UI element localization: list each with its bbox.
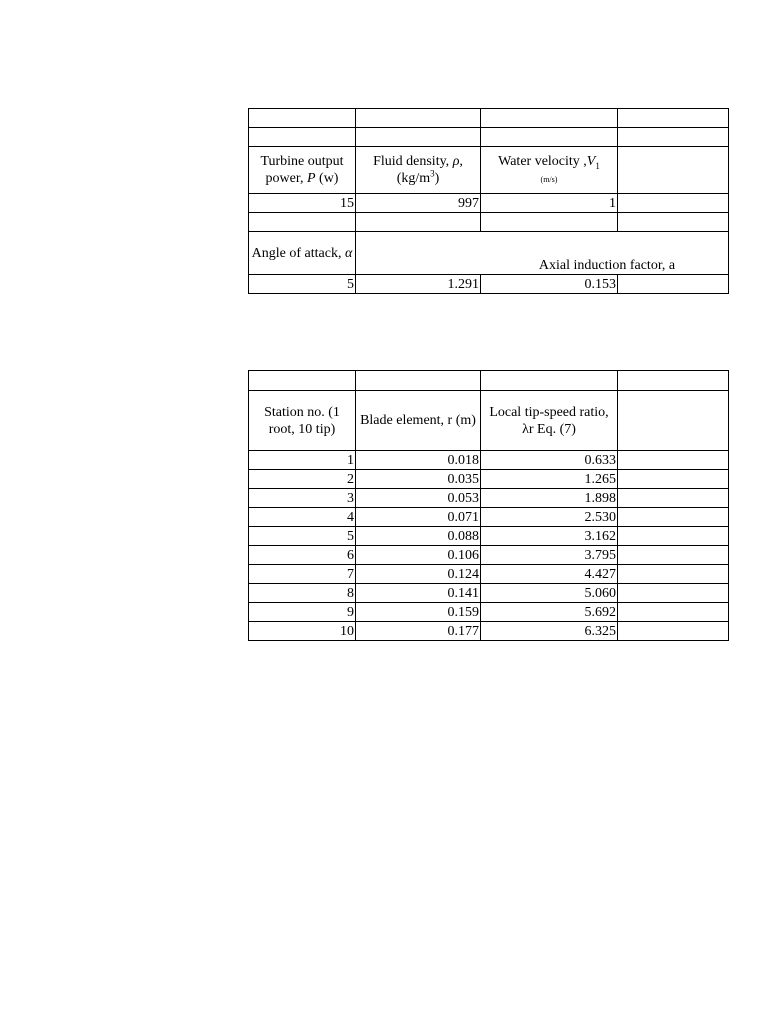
empty-cell[interactable] — [249, 213, 356, 232]
blade-element-cell[interactable]: 0.018 — [356, 451, 481, 470]
empty-cell[interactable] — [618, 213, 729, 232]
blade-elements-rows — [249, 451, 729, 641]
empty-cell[interactable] — [618, 489, 729, 508]
parameters-table — [248, 108, 729, 294]
tip-speed-ratio-cell[interactable]: 0.633 — [481, 451, 618, 470]
empty-cell[interactable] — [249, 371, 356, 391]
tip-speed-ratio-cell[interactable]: 4.427 — [481, 565, 618, 584]
station-cell[interactable]: 8 — [249, 584, 356, 603]
table-row — [249, 470, 729, 489]
blade-element-cell[interactable]: 0.088 — [356, 527, 481, 546]
empty-cell[interactable] — [618, 128, 729, 147]
table-row — [249, 565, 729, 584]
tip-speed-ratio-cell[interactable]: 5.060 — [481, 584, 618, 603]
blade-element-cell[interactable]: 0.159 — [356, 603, 481, 622]
empty-cell[interactable] — [618, 565, 729, 584]
blade-element-cell[interactable]: 0.106 — [356, 546, 481, 565]
header-station-no[interactable]: Station no. (1 root, 10 tip) — [249, 391, 356, 451]
station-cell[interactable]: 4 — [249, 508, 356, 527]
blade-element-cell[interactable]: 0.035 — [356, 470, 481, 489]
value-col3[interactable]: 0.153 — [481, 275, 618, 294]
empty-cell[interactable] — [249, 128, 356, 147]
empty-cell[interactable] — [356, 213, 481, 232]
empty-cell[interactable] — [618, 391, 729, 451]
value-turbine-power[interactable]: 15 — [249, 194, 356, 213]
empty-cell[interactable] — [356, 109, 481, 128]
blade-elements-table — [248, 370, 729, 641]
table-row — [249, 603, 729, 622]
station-cell[interactable]: 3 — [249, 489, 356, 508]
axial-induction-factor-label[interactable]: Axial induction factor, a — [356, 232, 729, 275]
empty-cell[interactable] — [481, 128, 618, 147]
station-cell[interactable]: 2 — [249, 470, 356, 489]
value-fluid-density[interactable]: 997 — [356, 194, 481, 213]
header-blade-element[interactable]: Blade element, r (m) — [356, 391, 481, 451]
empty-cell[interactable] — [618, 622, 729, 641]
station-cell[interactable]: 7 — [249, 565, 356, 584]
table-row — [249, 584, 729, 603]
station-cell[interactable]: 5 — [249, 527, 356, 546]
table-row — [249, 622, 729, 641]
station-cell[interactable]: 9 — [249, 603, 356, 622]
empty-cell[interactable] — [618, 147, 729, 194]
header-local-tip-speed-ratio[interactable]: Local tip-speed ratio, λr Eq. (7) — [481, 391, 618, 451]
table-row — [249, 546, 729, 565]
value-col2[interactable]: 1.291 — [356, 275, 481, 294]
blade-element-cell[interactable]: 0.177 — [356, 622, 481, 641]
table-row — [249, 489, 729, 508]
empty-cell[interactable] — [356, 371, 481, 391]
empty-cell[interactable] — [618, 194, 729, 213]
empty-cell[interactable] — [618, 451, 729, 470]
value-water-velocity[interactable]: 1 — [481, 194, 618, 213]
tip-speed-ratio-cell[interactable]: 1.898 — [481, 489, 618, 508]
station-cell[interactable]: 1 — [249, 451, 356, 470]
empty-cell[interactable] — [618, 275, 729, 294]
empty-cell[interactable] — [618, 546, 729, 565]
header-fluid-density[interactable]: Fluid density, ρ, $(kg/m^3)$ — [356, 147, 481, 194]
tip-speed-ratio-cell[interactable]: 3.162 — [481, 527, 618, 546]
station-cell[interactable]: 10 — [249, 622, 356, 641]
blade-element-cell[interactable]: 0.141 — [356, 584, 481, 603]
header-water-velocity[interactable]: Water velocity $,V_1$ (m/s) — [481, 147, 618, 194]
empty-cell[interactable] — [481, 371, 618, 391]
blade-element-cell[interactable]: 0.053 — [356, 489, 481, 508]
tip-speed-ratio-cell[interactable]: 6.325 — [481, 622, 618, 641]
table-row — [249, 527, 729, 546]
table-row — [249, 451, 729, 470]
empty-cell[interactable] — [618, 603, 729, 622]
value-angle-of-attack[interactable]: 5 — [249, 275, 356, 294]
blade-element-cell[interactable]: 0.071 — [356, 508, 481, 527]
header-turbine-power[interactable]: Turbine output power, P (w) — [249, 147, 356, 194]
tip-speed-ratio-cell[interactable]: 2.530 — [481, 508, 618, 527]
tip-speed-ratio-cell[interactable]: 5.692 — [481, 603, 618, 622]
parameters-table-region — [248, 108, 676, 295]
tip-speed-ratio-cell[interactable]: 1.265 — [481, 470, 618, 489]
empty-cell[interactable] — [249, 109, 356, 128]
empty-cell[interactable] — [481, 213, 618, 232]
empty-cell[interactable] — [618, 527, 729, 546]
empty-cell[interactable] — [618, 470, 729, 489]
empty-cell[interactable] — [618, 508, 729, 527]
tip-speed-ratio-cell[interactable]: 3.795 — [481, 546, 618, 565]
empty-cell[interactable] — [356, 128, 481, 147]
header-angle-of-attack[interactable]: Angle of attack, α — [249, 232, 356, 275]
blade-element-cell[interactable]: 0.124 — [356, 565, 481, 584]
empty-cell[interactable] — [618, 109, 729, 128]
table-row — [249, 508, 729, 527]
empty-cell[interactable] — [618, 584, 729, 603]
empty-cell[interactable] — [618, 371, 729, 391]
empty-cell[interactable] — [481, 109, 618, 128]
blade-elements-table-region — [248, 370, 617, 645]
station-cell[interactable]: 6 — [249, 546, 356, 565]
